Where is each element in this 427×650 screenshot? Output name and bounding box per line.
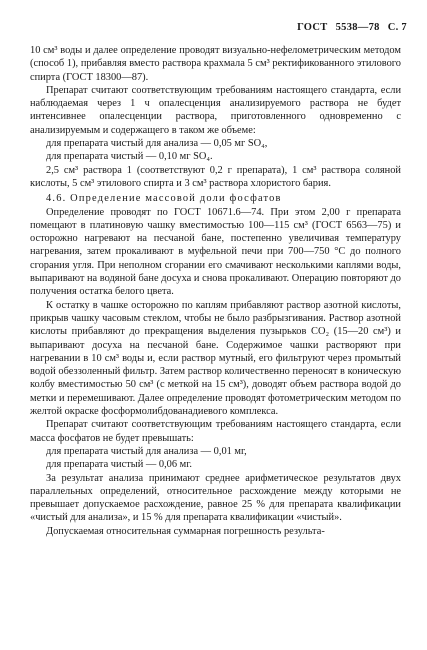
header-gost: ГОСТ [297,22,328,33]
paragraph-5: К остатку в чашке осторожно по каплям прибавляют раствор азотной кислоты, прикрыв чашку часовым стеклом, чтобы не было разбрызгивания. Раствор азотной кислоты прибавляют до прекращения выделения пузырьков CO₂ (15—20 см³) и выпаривают досуха на песчаной бане. Содержимое чашки растворяют при нагревании в 10 см³ воды и, если раствор мутный, его фильтруют через промытый водой обеззоленный фильтр. Затем раствор количественно переносят в коническую колбу вместимостью 50 см³ (с меткой на 15 см³), доводят объем раствора водой до метки и перемешивают. Далее определение проводят фотометрическим методом по желтой окраске фосформолибдованадиевого комплекса. [30,299,401,418]
paragraph-8: Допускаемая относительная суммарная погрешность результа- [46,525,325,537]
limit-line-pure-sulfate: для препарата чистый — 0,10 мг SO₄. [46,151,213,163]
paragraph-4: Определение проводят по ГОСТ 10671.6—74. При этом 2,00 г препарата помещают в платиновую чашку вместимостью 100—115 см³ (ГОСТ 6563—75) и осторожно нагревают на песчаной бане, постепенно увеличивая температуру нагревания, затем прокаливают в муфельной печи при 700—750 °С до полного сгорания угля. При неполном сгорании его смачивают несколькими каплями воды, выпаривают на водяной бане досуха и снова прокаливают. Операцию повторяют до получения остатка белого цвета. [30,206,401,298]
paragraph-7: За результат анализа принимают среднее арифметическое результатов двух параллельных определений, относительное расхождение между которыми не превышает допускаемое расхождение, равное 25 % для препарата квалификации «чистый для анализа», и 15 % для препарата квалификации «чистый». [30,472,401,524]
limit-line-pure-phosphate: для препарата чистый — 0,06 мг. [46,459,192,471]
paragraph-1: 10 см³ воды и далее определение проводят визуально-нефелометрическим методом (способ 1), прибавляя вместо раствора крахмала 5 см³ ректификованного этилового спирта (ГОСТ 18300—87). [30,45,401,83]
paragraph-6: Препарат считают соответствующим требованиям настоящего стандарта, если масса фосфатов не будет превышать: [30,419,401,444]
header-standard-number: 5538—78 [335,22,380,33]
limit-line-analysis-phosphate: для препарата чистый для анализа — 0,01 мг, [46,445,247,457]
header-page-number: С. 7 [387,22,407,33]
section-title-4-6: 4.6. Определение массовой доли фосфатов [46,193,282,205]
page-header [289,22,407,33]
paragraph-3: 2,5 см³ раствора 1 (соответствуют 0,2 г препарата), 1 см³ раствора соляной кислоты, 5 см³ этилового спирта и 3 см³ раствора хлористого бария. [30,164,401,189]
limit-line-analysis-sulfate: для препарата чистый для анализа — 0,05 мг SO₄, [46,138,268,150]
document-body [30,44,401,538]
paragraph-2: Препарат считают соответствующим требованиям настоящего стандарта, если наблюдаемая через 1 ч опалесценция анализируемого раствора не будет интенсивнее опалесценции раствора, приготовленного одновременно с анализируемым и содержащего в таком же объеме: [30,84,401,136]
